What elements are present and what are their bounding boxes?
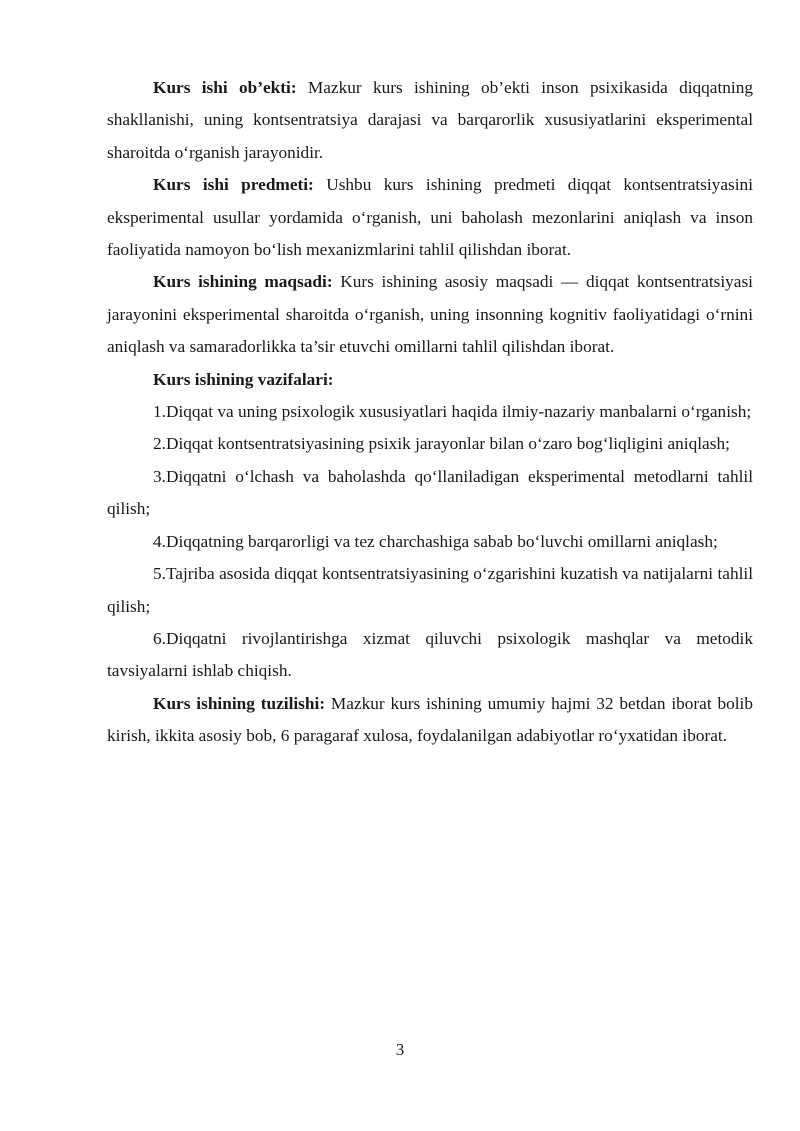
paragraph-heading: Kurs ishining maqsadi: bbox=[153, 272, 333, 292]
paragraph-heading: Kurs ishi predmeti: bbox=[153, 175, 314, 195]
page-number: 3 bbox=[395, 1040, 405, 1059]
paragraph-text: Mazkur kurs ishining ob’ekti inson psixikasida diqqatning shakllanishi, uning kontsentratsiya darajasi va barqarorlik xususiyatlarini eksperimental sharoitda o‘rganish jarayonidir. bbox=[107, 78, 753, 162]
structure-paragraph bbox=[107, 688, 753, 753]
task-item-text: 2.Diqqat kontsentratsiyasining psixik jarayonlar bilan o‘zaro bog‘liqligini aniqlash; bbox=[153, 434, 730, 454]
task-item bbox=[107, 461, 753, 526]
page-body bbox=[107, 72, 753, 753]
paragraph-heading: Kurs ishi ob’ekti: bbox=[153, 78, 297, 97]
paragraph-heading: Kurs ishining tuzilishi: bbox=[153, 693, 326, 713]
task-item bbox=[107, 558, 753, 623]
task-item-text: 3.Diqqatni o‘lchash va baholashda qo‘llaniladigan eksperimental metodlarni tahlil qilish; bbox=[107, 466, 753, 519]
task-item-text: 5.Tajriba asosida diqqat kontsentratsiyasining o‘zgarishini kuzatish va natijalarni tahlil qilish; bbox=[107, 564, 753, 616]
task-item bbox=[107, 623, 753, 688]
task-item-text: 6.Diqqatni rivojlantirishga xizmat qiluvchi psixologik mashqlar va metodik tavsiyalarni ishlab chiqish. bbox=[107, 628, 753, 681]
task-item bbox=[107, 428, 753, 460]
paragraph-text: Kurs ishining asosiy maqsadi — diqqat kontsentratsiyasi jarayonini eksperimental sharoitda o‘rganish, uning insonning kognitiv faoliyatidagi o‘rnini aniqlash va samaradorlikka ta’sir etuvchi omillarni tahlil qilishdan iborat. bbox=[107, 272, 753, 357]
tasks-heading bbox=[107, 364, 753, 396]
paragraph-text: Ushbu kurs ishining predmeti diqqat kontsentratsiyasini eksperimental usullar yordamida o‘rganish, uni baholash mezonlarini aniqlash va inson faoliyatida namoyon bo‘lish mexanizmlarini tahlil qilishdan iborat. bbox=[107, 175, 753, 260]
subject-paragraph bbox=[107, 169, 753, 266]
paragraph-text: Mazkur kurs ishining umumiy hajmi 32 betdan iborat bolib kirish, ikkita asosiy bob, 6 paragaraf xulosa, foydalanilgan adabiyotlar ro‘yxatidan iborat. bbox=[107, 693, 754, 746]
task-item-text: 4.Diqqatning barqarorligi va tez charchashiga sabab bo‘luvchi omillarni aniqlash; bbox=[153, 531, 718, 551]
object-paragraph bbox=[107, 72, 753, 169]
task-item-text: 1.Diqqat va uning psixologik xususiyatlari haqida ilmiy-nazariy manbalarni o‘rganish; bbox=[153, 402, 752, 422]
paragraph-heading: Kurs ishining vazifalari: bbox=[153, 369, 334, 389]
task-item bbox=[107, 396, 753, 428]
goal-paragraph bbox=[107, 266, 753, 363]
task-item bbox=[107, 526, 753, 558]
